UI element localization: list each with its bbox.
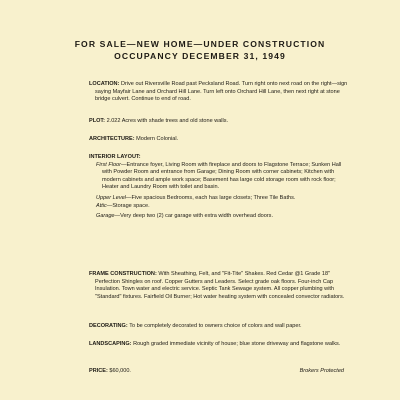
brokers-note: Brokers Protected bbox=[299, 368, 344, 374]
first-floor-paragraph bbox=[89, 162, 344, 192]
location-label: LOCATION: bbox=[89, 81, 120, 87]
location-text: Drive out Riversville Road past Pecksland Road. Turn right onto next road on the right—sign saying Mayfair Lane and Orchard Hill Lane. Turn left onto Orchard Hill Lane, then next right at stone bridge culvert. Continue to end of road. bbox=[95, 81, 348, 103]
interior-label: INTERIOR LAYOUT: bbox=[89, 154, 141, 160]
landscaping-section bbox=[89, 341, 350, 349]
garage-text: —Very deep two (2) car garage with extra width overhead doors. bbox=[114, 213, 273, 220]
garage-label: Garage bbox=[96, 213, 115, 220]
upper-level-text: —Five spacious Bedrooms, each has large closets; Three Tile Baths. bbox=[125, 194, 296, 201]
price-section bbox=[89, 368, 344, 376]
first-floor-text: —Entrance foyer, Living Room with fireplace and doors to Flagstone Terrace; Sunken Hall with Powder Room and entrance from Garage; Dining Room with corner cabinets; Kitchen with modern cabinets and ample work space; Basement has large cold storage room with rock floor; Heater and Laundry Room with toilet and basin. bbox=[102, 161, 342, 191]
decorating-text: To be completely decorated to owners choice of colors and wall paper. bbox=[129, 323, 302, 329]
plot-label: PLOT: bbox=[89, 118, 106, 124]
upper-level-label: Upper Level bbox=[96, 194, 126, 201]
occupancy-date: OCCUPANCY DECEMBER 31, 1949 bbox=[114, 51, 286, 61]
price-value: $60,000. bbox=[109, 368, 131, 374]
location-section bbox=[89, 81, 350, 104]
frame-label: FRAME CONSTRUCTION: bbox=[89, 271, 157, 277]
architecture-section bbox=[89, 136, 344, 144]
upper-level-paragraph bbox=[89, 195, 344, 203]
price-label: PRICE: bbox=[89, 368, 108, 374]
landscaping-text: Rough graded immediate vicinity of house; blue stone driveway and flagstone walks. bbox=[133, 341, 341, 347]
headline: FOR SALE—NEW HOME—UNDER CONSTRUCTION bbox=[74, 39, 326, 49]
frame-section bbox=[89, 271, 350, 301]
attic-text: —Storage space. bbox=[106, 202, 150, 209]
interior-section bbox=[89, 154, 344, 221]
plot-section bbox=[89, 118, 344, 126]
architecture-label: ARCHITECTURE: bbox=[89, 136, 135, 142]
plot-text: 2.022 Acres with shade trees and old stone walls. bbox=[106, 118, 229, 124]
attic-paragraph bbox=[89, 203, 344, 211]
architecture-text: Modern Colonial. bbox=[136, 136, 179, 142]
decorating-section bbox=[89, 323, 344, 331]
decorating-label: DECORATING: bbox=[89, 323, 128, 329]
frame-text: With Sheathing, Felt, and "Fit-Tite" Shakes. Red Cedar @1 Grade 18" Perfection Shingles on roof. Copper Gutters and Leaders. Select grade oak floors. Four-inch Cap Insulation. Town water and electric service. Septic Tank Sewage system. All copper plumbing with "Standard" fixtures. Fairfield Oil Burner; Hot water heating system with concealed convector radiators. bbox=[95, 271, 345, 300]
garage-paragraph bbox=[89, 213, 344, 221]
attic-label: Attic bbox=[96, 202, 107, 209]
first-floor-label: First Floor bbox=[96, 161, 121, 168]
landscaping-label: LANDSCAPING: bbox=[89, 341, 132, 347]
